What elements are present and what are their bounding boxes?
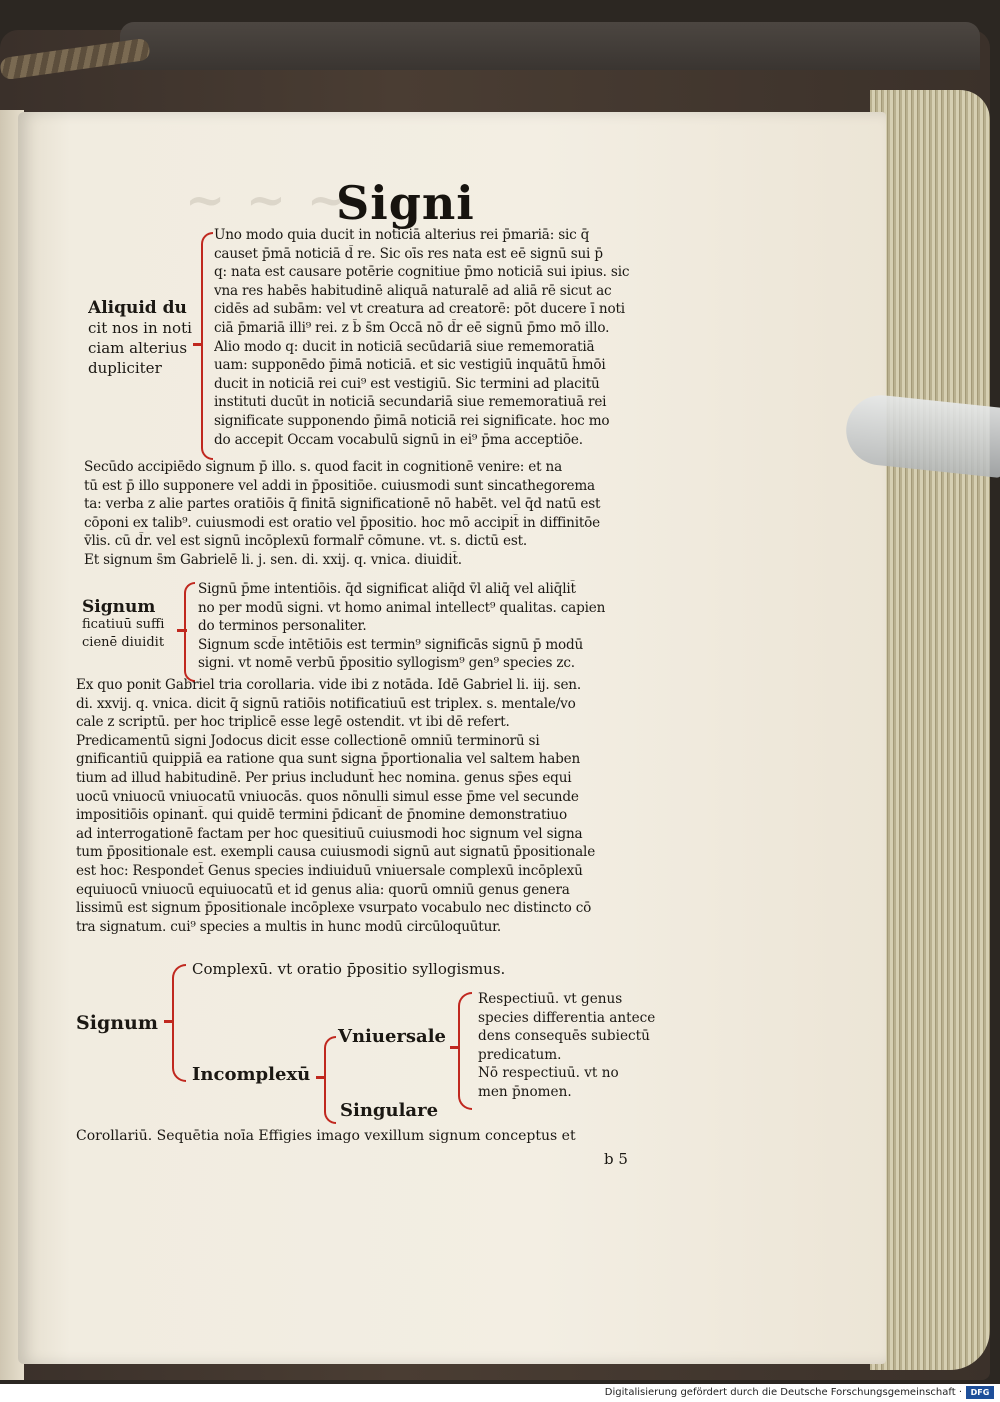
red-brace (324, 1036, 336, 1124)
text-line: do terminos personaliter. (198, 618, 367, 635)
text-line: cidēs ad subām: vel vt creatura ad creatorē: pōt ducere ī noti (214, 301, 625, 318)
text-line: vna res habēs habitudinē aliquā naturalē ad aliā rē sicut ac (214, 282, 612, 299)
text-line: do accepit Occam vocabulū signū in ei⁹ p̄ma acceptiōe. (214, 431, 583, 448)
text-line: species differentia antece (478, 1009, 656, 1026)
diagram-vniuersale: Vniuersale (338, 1026, 446, 1047)
text-line: gnificantiū quippiā ea ratione qua sunt signa p̄portionalia vel saltem haben (76, 751, 581, 768)
text-line: causet p̄mā noticiā d̄ re. Sic oīs res nata est eē signū sui p̄ (214, 245, 603, 262)
red-brace-tip (193, 343, 203, 346)
text-line: q: nata est causare potērie cognitiue p̄mo noticiā sui ipius. sic (214, 264, 630, 281)
text-line: ad interrogationē factam per hoc quesitiuū cuiusmodi hoc signum vel signa (76, 825, 583, 842)
text-line: tra signatum. cui⁹ species a multis in hunc modū circūloquūtur. (76, 918, 502, 935)
book-headband (120, 22, 980, 70)
text-line: dens consequēs subiectū (478, 1028, 650, 1045)
text-line: Uno modo quia ducit in noticiā alterius rei p̄mariā: sic q̄ (214, 227, 590, 243)
diagram-respectiuu (478, 990, 688, 1102)
signature-mark: b 5 (604, 1150, 628, 1168)
text-line: Respectiuū. vt genus (478, 991, 623, 1007)
text-line: significate supponendo p̄imā noticiā rei significate. hoc mo (214, 412, 610, 429)
diagram-singulare: Singulare (340, 1100, 439, 1121)
text-line: men p̄nomen. (478, 1083, 572, 1100)
text-line: Signum scd̄e intētiōis est termin⁹ significās signū p̄ modū (198, 636, 584, 653)
text-block-d (76, 676, 688, 936)
text-line: Nō respectiuū. vt no (478, 1065, 619, 1082)
text-line: impositiōis opinant̄. qui quidē termini p̄dicant̄ de p̄nomine demonstratiuo (76, 807, 567, 824)
text-line: uam: supponēdo p̄imā noticiā. et sic vestigiū inquātū h̄mōi (214, 357, 606, 374)
text-line: predicatum. (478, 1046, 562, 1063)
red-brace-tip (316, 1076, 326, 1079)
margin-line: ficatiuū suffi (82, 617, 165, 632)
text-line: instituti ducūt in noticiā secundariā siue rememoratiuā rei (214, 394, 607, 411)
text-line: cale z scriptū. per hoc triplicē esse legē ostendit. vt ibi dē refert. (76, 714, 510, 731)
text-line: Et signum s̄m Gabrielē li. j. sen. di. xxij. q. vnica. diuidit̄. (84, 551, 462, 568)
text-line: di. xxvij. q. vnica. dicit q̄ signū ratiōis notificatiuū est triplex. s. mentale/vo (76, 695, 576, 712)
diagram-root-signum: Signum (76, 1012, 158, 1034)
red-brace-tip (177, 629, 187, 632)
red-brace (458, 992, 472, 1110)
diagram-incomplexu: Incomplexū (192, 1064, 311, 1085)
margin-line: dupliciter (88, 359, 162, 377)
text-line: cōponi ex talib⁹. cuiusmodi est oratio vel p̄positio. hoc mō accipit̄ in diffinitōe (84, 514, 600, 531)
margin-line: Signum (82, 598, 156, 616)
text-line: no per modū signi. vt homo animal intellect⁹ qualitas. capien (198, 599, 606, 616)
red-brace-tip (450, 1046, 460, 1049)
margin-line: cienē diuidit̄ (82, 635, 165, 650)
margin-note-1 (88, 298, 200, 378)
show-through-text: ~ ~ ~ (185, 172, 350, 228)
red-brace (201, 232, 213, 460)
text-line: tum p̄positionale est. exempli causa cuiusmodi signū aut signatū p̄positionale (76, 844, 596, 861)
red-brace-tip (164, 1020, 174, 1023)
text-line: ciā p̄mariā illi⁹ rei. z b̄ s̄m Occā nō d̄r eē signū p̄mo mō illo. (214, 319, 610, 336)
red-brace (184, 582, 195, 682)
text-line: lissimū est signum p̄positionale incōplexe vsurpato vocabulo nec distincto cō (76, 900, 592, 917)
footer-credit: Digitalisierung gefördert durch die Deutsche Forschungsgemeinschaft · (604, 1387, 962, 1398)
text-block-a (214, 226, 688, 449)
text-block-b (84, 458, 688, 570)
text-line: Signū p̄me intentiōis. q̄d significat aliq̄d v̄l aliq̄ vel aliq̄lit̄ (198, 581, 576, 597)
text-line: ducit in noticiā rei cui⁹ est vestigiū. Sic termini ad placitū (214, 375, 600, 392)
margin-line: cit nos in noti (88, 319, 192, 337)
text-line: tium ad illud habitudinē. Per prius includunt̄ hec nomina. genus sp̄es equi (76, 769, 572, 786)
margin-line: ciam alterius (88, 339, 188, 357)
text-line: tū est p̄ illo supponere vel addi in p̄positiōe. cuiusmodi sunt sincathegorema (84, 477, 595, 494)
text-line: uocū vniuocū vniuocatū vniuocās. quos nōnulli simul esse p̄me vel secunde (76, 788, 579, 805)
text-line: Secūdo accipiēdo signum p̄ illo. s. quod facit in cognitionē venire: et na (84, 459, 562, 475)
text-line: est hoc: Respondet̄ Genus species indiuiduū vniuersale complexū incōplexū (76, 862, 583, 879)
text-line: signi. vt nomē verbū p̄positio syllogism⁹ gen⁹ species zc. (198, 655, 575, 672)
margin-line: Aliquid du (88, 298, 187, 318)
running-heading: Signi (336, 176, 475, 230)
text-block-c (198, 580, 688, 673)
text-line: Ex quo ponit Gabriel tria corollaria. vide ibi z notāda. Idē Gabriel li. iij. sen. (76, 677, 581, 693)
text-line: equiuocū vniuocū equiuocatū et id genus alia: quorū omniū genus genera (76, 881, 570, 898)
text-line: Predicamentū signi Jodocus dicit esse collectionē omniū terminorū si (76, 732, 540, 749)
footer-bar (0, 1384, 1000, 1402)
red-brace (172, 964, 186, 1082)
diagram-complexu: Complexū. vt oratio p̄positio syllogismus. (192, 960, 506, 978)
text-line: Alio modo q: ducit in noticiā secūdariā siue rememoratiā (214, 338, 595, 355)
text-line: v̄lis. cū d̄r. vel est signū incōplexū formalr̄ cōmune. vt. s. dictū est. (84, 533, 527, 550)
text-line: ta: verba z alie partes oratiōis q̄ finitā significationē nō habēt. vel q̄d natū est (84, 496, 601, 513)
margin-note-2 (82, 598, 182, 652)
dfg-logo: DFG (966, 1386, 994, 1399)
last-line: Corollariū. Sequētia noīa Effigies imago vexillum signum conceptus et (76, 1128, 576, 1144)
page-edges (870, 90, 990, 1370)
